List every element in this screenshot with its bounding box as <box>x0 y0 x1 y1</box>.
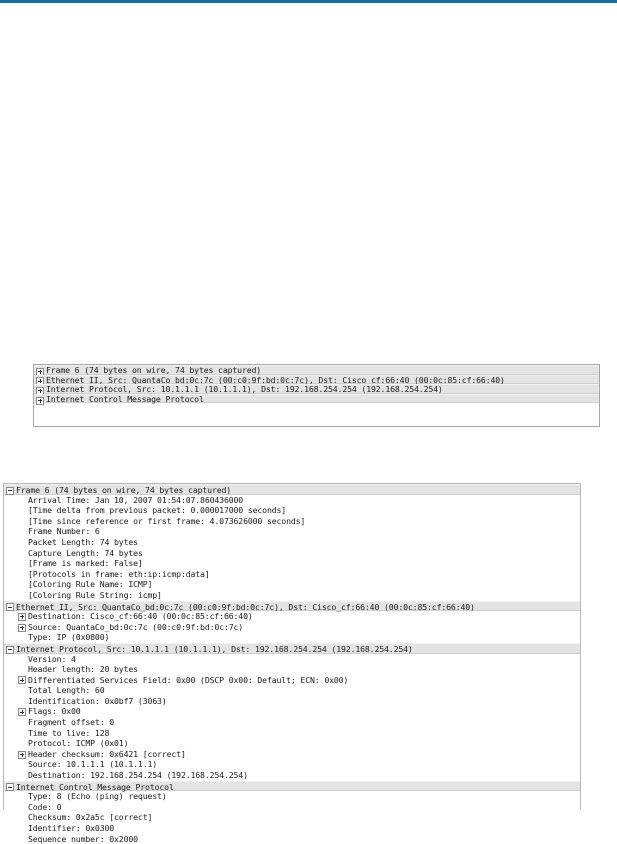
tree-item-text: Version: 4 <box>28 653 76 664</box>
tree-item-text: Type: 8 (Echo (ping) request) <box>28 791 167 802</box>
field-tree-row[interactable] <box>4 696 580 707</box>
tree-item-text: Packet Length: 74 bytes <box>28 536 138 547</box>
collapse-minus-icon[interactable] <box>6 603 14 611</box>
protocol-tree-row[interactable] <box>34 384 599 394</box>
field-tree-row[interactable] <box>4 569 580 580</box>
tree-item-text: Fragment offset: 0 <box>28 717 115 728</box>
field-tree-row[interactable] <box>4 622 580 633</box>
tree-item-text: Checksum: 0x2a5c [correct] <box>28 812 153 823</box>
tree-item-text: Frame Number: 6 <box>28 526 100 537</box>
field-tree-row[interactable] <box>4 770 580 781</box>
tree-item-text: Destination: 192.168.254.254 (192.168.254.254) <box>28 770 248 781</box>
field-tree-row[interactable] <box>4 675 580 686</box>
tree-item-text: [Protocols in frame: eth:ip:icmp:data] <box>28 568 210 579</box>
field-tree-row[interactable] <box>4 548 580 559</box>
tree-item-text: [Time delta from previous packet: 0.000017000 seconds] <box>28 505 287 516</box>
expand-plus-icon[interactable] <box>18 751 26 759</box>
field-tree-row[interactable] <box>4 823 580 834</box>
field-tree-row[interactable] <box>4 812 580 823</box>
protocol-tree-row[interactable] <box>4 484 580 495</box>
protocol-tree-row[interactable] <box>34 375 599 385</box>
protocol-tree-row[interactable] <box>34 365 599 375</box>
field-tree-row[interactable] <box>4 516 580 527</box>
collapse-minus-icon[interactable] <box>6 783 14 791</box>
tree-item-text: [Coloring Rule Name: ICMP] <box>28 579 153 590</box>
collapse-minus-icon[interactable] <box>6 487 14 495</box>
field-tree-row[interactable] <box>4 632 580 643</box>
field-tree-row[interactable] <box>4 611 580 622</box>
tree-item-text: [Time since reference or first frame: 4.073626000 seconds] <box>28 515 306 526</box>
field-tree-row[interactable] <box>4 791 580 802</box>
field-tree-row[interactable] <box>4 685 580 696</box>
field-tree-row[interactable] <box>4 537 580 548</box>
tree-item-text: Arrival Time: Jan 10, 2007 01:54:07.860436000 <box>28 494 244 505</box>
field-tree-row[interactable] <box>4 717 580 728</box>
tree-item-text: Ethernet II, Src: QuantaCo_bd:0c:7c (00:c0:9f:bd:0c:7c), Dst: Cisco_cf:66:40 (00:0c:85:cf:66:40) <box>46 374 505 385</box>
field-tree-row[interactable] <box>4 664 580 675</box>
field-tree-row[interactable] <box>4 558 580 569</box>
tree-item-text: Destination: Cisco_cf:66:40 (00:0c:85:cf:66:40) <box>28 611 253 622</box>
tree-item-text: Protocol: ICMP (0x01) <box>28 738 129 749</box>
expand-plus-icon[interactable] <box>18 624 26 632</box>
field-tree-row[interactable] <box>4 505 580 516</box>
field-tree-row[interactable] <box>4 834 580 844</box>
tree-item-text: Header length: 20 bytes <box>28 664 138 675</box>
expand-plus-icon[interactable] <box>18 613 26 621</box>
tree-item-text: Flags: 0x00 <box>28 706 81 717</box>
field-tree-row[interactable] <box>4 728 580 739</box>
tree-item-text: [Coloring Rule String: icmp] <box>28 589 162 600</box>
field-tree-row[interactable] <box>4 738 580 749</box>
tree-item-text: Source: 10.1.1.1 (10.1.1.1) <box>28 759 158 770</box>
packet-details-expanded-pane[interactable] <box>3 483 581 844</box>
packet-details-collapsed-pane[interactable] <box>33 364 600 427</box>
tree-item-text: Capture Length: 74 bytes <box>28 547 143 558</box>
top-accent-bar <box>0 0 617 3</box>
field-tree-row[interactable] <box>4 526 580 537</box>
tree-item-text: Time to live: 128 <box>28 727 110 738</box>
tree-item-text: Code: 0 <box>28 801 62 812</box>
expand-plus-icon[interactable] <box>18 676 26 684</box>
field-tree-row[interactable] <box>4 749 580 760</box>
protocol-tree-row[interactable] <box>4 781 580 792</box>
tree-item-text: Total Length: 60 <box>28 685 105 696</box>
tree-item-text: Frame 6 (74 bytes on wire, 74 bytes captured) <box>16 485 232 495</box>
tree-item-text: Type: IP (0x0800) <box>28 632 110 643</box>
collapse-minus-icon[interactable] <box>6 646 14 654</box>
protocol-tree-row[interactable] <box>34 394 599 404</box>
field-tree-row[interactable] <box>4 706 580 717</box>
tree-item-text: Internet Protocol, Src: 10.1.1.1 (10.1.1.1), Dst: 192.168.254.254 (192.168.254.254) <box>46 384 443 395</box>
field-tree-row[interactable] <box>4 579 580 590</box>
field-tree-row[interactable] <box>4 590 580 601</box>
field-tree-row[interactable] <box>4 802 580 813</box>
field-tree-row[interactable] <box>4 495 580 506</box>
tree-item-text: Header checksum: 0x6421 [correct] <box>28 748 186 759</box>
tree-item-text: Internet Control Message Protocol <box>16 781 174 792</box>
tree-item-text: Identifier: 0x0300 <box>28 823 115 833</box>
tree-item-text: Differentiated Services Field: 0x00 (DSCP 0x00: Default; ECN: 0x00) <box>28 674 349 685</box>
field-tree-row[interactable] <box>4 759 580 770</box>
tree-item-text: Ethernet II, Src: QuantaCo_bd:0c:7c (00:c0:9f:bd:0c:7c), Dst: Cisco_cf:66:40 (00:0c:85:cf:66:40) <box>16 601 475 612</box>
tree-item-text: Frame 6 (74 bytes on wire, 74 bytes captured) <box>46 365 262 375</box>
protocol-tree-row[interactable] <box>4 601 580 612</box>
tree-item-text: [Frame is marked: False] <box>28 558 143 569</box>
tree-item-text: Sequence number: 0x2000 <box>28 833 138 844</box>
tree-item-text: Identification: 0x0bf7 (3063) <box>28 695 167 706</box>
tree-item-text: Internet Protocol, Src: 10.1.1.1 (10.1.1.1), Dst: 192.168.254.254 (192.168.254.254) <box>16 643 413 654</box>
tree-item-text: Source: QuantaCo_bd:0c:7c (00:c0:9f:bd:0c:7c) <box>28 621 244 632</box>
expand-plus-icon[interactable] <box>18 708 26 716</box>
tree-item-text: Internet Control Message Protocol <box>46 393 204 404</box>
field-tree-row[interactable] <box>4 654 580 665</box>
expand-plus-icon[interactable] <box>36 397 44 405</box>
protocol-tree-row[interactable] <box>4 643 580 654</box>
